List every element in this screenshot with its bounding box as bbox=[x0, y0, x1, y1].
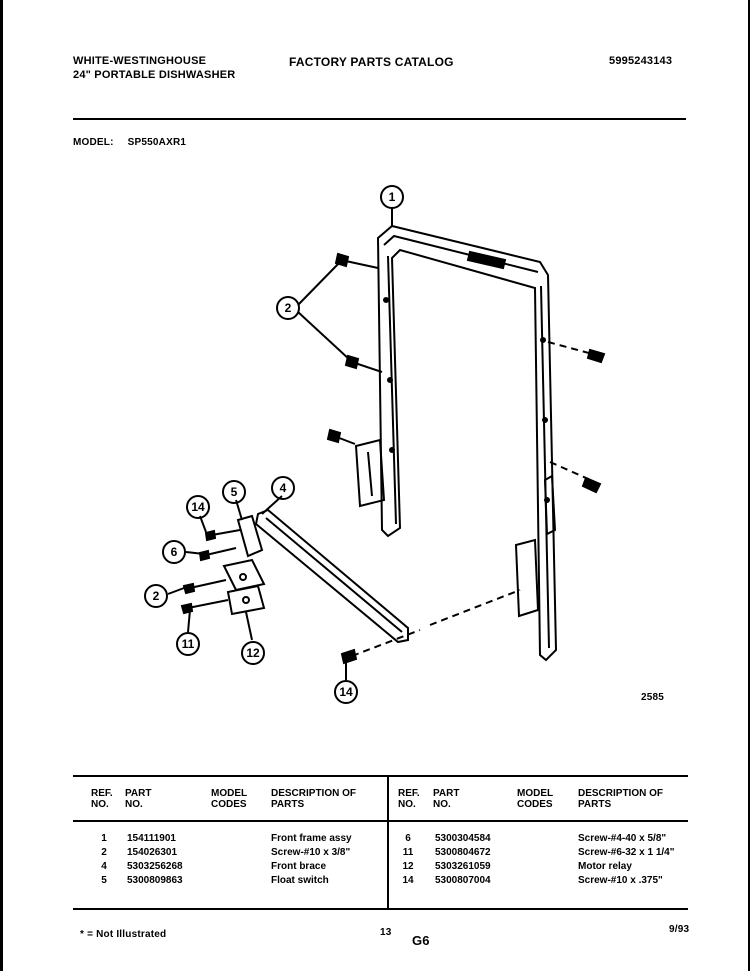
table-row-ref: 12 bbox=[402, 861, 414, 872]
front-frame-drawing bbox=[356, 226, 556, 660]
table-row-ref: 14 bbox=[402, 875, 414, 886]
table-divider bbox=[387, 775, 389, 910]
table-row-part: 154111901 bbox=[127, 833, 176, 844]
footer-not-illustrated-note: * = Not Illustrated bbox=[80, 929, 167, 940]
table-row-desc: Screw-#10 x 3/8" bbox=[271, 847, 351, 858]
header-codes-right: MODEL CODES bbox=[517, 788, 553, 810]
table-rule-top bbox=[73, 775, 688, 777]
table-row-part: 5300809863 bbox=[127, 875, 183, 886]
front-brace-drawing bbox=[256, 510, 408, 642]
page-number: 13 bbox=[380, 927, 392, 938]
callout-1: 1 bbox=[388, 190, 396, 204]
header-part-left: PART NO. bbox=[125, 788, 152, 810]
callout-4: 4 bbox=[279, 481, 287, 495]
table-row-desc: Screw-#6-32 x 1 1/4" bbox=[578, 847, 675, 858]
callout-12: 12 bbox=[246, 646, 260, 660]
header-codes-left: MODEL CODES bbox=[211, 788, 247, 810]
float-switch-drawing bbox=[224, 516, 264, 614]
table-row-part: 5300804672 bbox=[435, 847, 491, 858]
cluster-screws-drawing bbox=[182, 530, 520, 663]
header-desc-right: DESCRIPTION OF PARTS bbox=[578, 788, 664, 810]
table-row-desc: Front frame assy bbox=[271, 833, 352, 844]
header-ref-right: REF. NO. bbox=[398, 788, 420, 810]
parts-table bbox=[73, 775, 688, 935]
table-row-part: 154026301 bbox=[127, 847, 178, 858]
table-row-desc: Float switch bbox=[271, 875, 329, 886]
table-row-part: 5303256268 bbox=[127, 861, 183, 872]
table-row-ref: 4 bbox=[101, 861, 107, 872]
callout-14-upper: 14 bbox=[191, 500, 205, 514]
table-row-part: 5300807004 bbox=[435, 875, 491, 886]
table-row-desc: Screw-#10 x .375" bbox=[578, 875, 663, 886]
revision-date: 9/93 bbox=[669, 924, 690, 935]
header-part-right: PART NO. bbox=[433, 788, 460, 810]
callout-6: 6 bbox=[170, 545, 178, 559]
table-row-ref: 5 bbox=[101, 875, 107, 886]
table-row-ref: 1 bbox=[101, 833, 107, 844]
model-label: MODEL: bbox=[73, 137, 114, 148]
frame-screws-drawing bbox=[328, 254, 604, 492]
callout-14-lower: 14 bbox=[339, 685, 353, 699]
header-desc-left: DESCRIPTION OF PARTS bbox=[271, 788, 357, 810]
callout-5: 5 bbox=[230, 485, 238, 499]
callout-2: 2 bbox=[284, 301, 292, 315]
table-row-part: 5300304584 bbox=[435, 833, 491, 844]
section-code: G6 bbox=[412, 933, 430, 948]
product-name: 24" PORTABLE DISHWASHER bbox=[73, 69, 236, 81]
publication-number: 5995243143 bbox=[609, 55, 673, 67]
table-row-part: 5303261059 bbox=[435, 861, 491, 872]
model-number: SP550AXR1 bbox=[127, 137, 187, 148]
table-rule-bottom bbox=[73, 908, 688, 910]
callout-11: 11 bbox=[181, 637, 195, 651]
table-row-desc: Motor relay bbox=[578, 861, 632, 872]
table-rule-mid bbox=[73, 820, 688, 822]
header-ref-left: REF. NO. bbox=[91, 788, 113, 810]
callout-2-lower: 2 bbox=[152, 589, 160, 603]
catalog-title: FACTORY PARTS CATALOG bbox=[289, 55, 454, 69]
table-row-ref: 2 bbox=[101, 847, 107, 858]
table-row-desc: Front brace bbox=[271, 861, 327, 872]
figure-number: 2585 bbox=[641, 692, 665, 703]
table-row-ref: 6 bbox=[405, 833, 411, 844]
table-row-desc: Screw-#4-40 x 5/8" bbox=[578, 833, 667, 844]
table-row-ref: 11 bbox=[402, 847, 414, 858]
brand-name: WHITE-WESTINGHOUSE bbox=[73, 55, 207, 67]
